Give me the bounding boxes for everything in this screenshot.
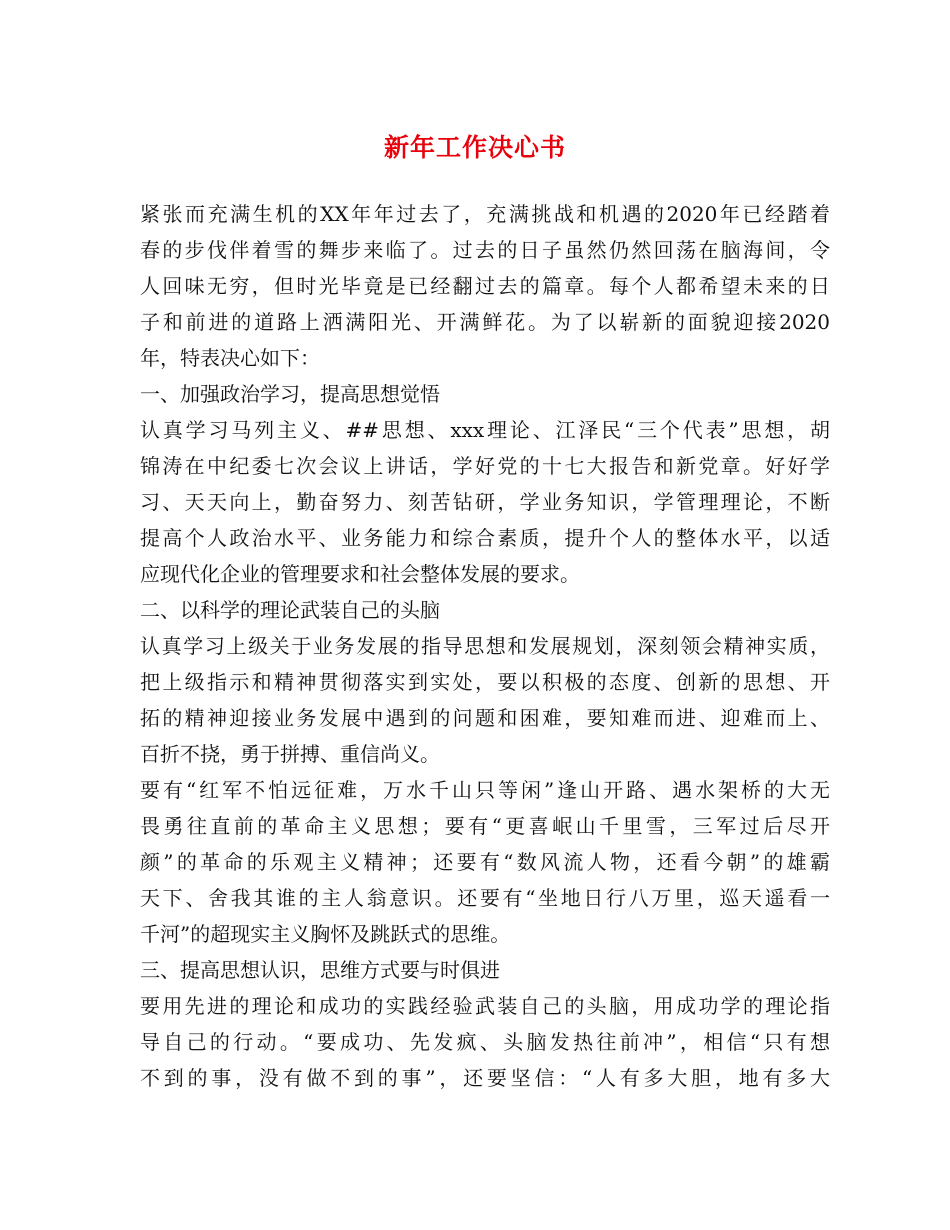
text-line: 三、提高思想认识，思维方式要与时俱进 [140, 958, 500, 982]
text-line: 春的步伐伴着雪的舞步来临了。过去的日子虽然仍然回荡在脑海间，令 [140, 238, 830, 262]
text-line: 百折不挠，勇于拼搏、重信尚义。 [140, 742, 440, 766]
text-line: 习、天天向上，勤奋努力、刻苦钻研，学业务知识，学管理理论，不断 [140, 490, 830, 514]
text-line: 拓的精神迎接业务发展中遇到的问题和困难，要知难而进、迎难而上、 [140, 706, 830, 730]
text-line: 不到的事，没有做不到的事”，还要坚信：“人有多大胆，地有多大 [140, 1066, 830, 1090]
text-line: 颜”的革命的乐观主义精神；还要有“数风流人物，还看今朝”的雄霸 [140, 850, 830, 874]
text-line: 导自己的行动。“要成功、先发疯、头脑发热往前冲”，相信“只有想 [140, 1030, 830, 1054]
text-line: 天下、舍我其谁的主人翁意识。还要有“坐地日行八万里，巡天遥看一 [140, 886, 830, 910]
text-line: 认真学习上级关于业务发展的指导思想和发展规划，深刻领会精神实质， [140, 634, 830, 658]
text-line: 一、加强政治学习，提高思想觉悟 [140, 382, 440, 406]
text-line: 认真学习马列主义、##思想、xxx理论、江泽民“三个代表”思想，胡 [140, 418, 830, 442]
text-line: 子和前进的道路上洒满阳光、开满鲜花。为了以崭新的面貌迎接2020 [140, 310, 830, 334]
text-line: 紧张而充满生机的XX年年过去了，充满挑战和机遇的2020年已经踏着 [140, 202, 830, 226]
text-line: 二、以科学的理论武装自己的头脑 [140, 598, 440, 622]
text-line: 应现代化企业的管理要求和社会整体发展的要求。 [140, 562, 580, 586]
text-line: 千河”的超现实主义胸怀及跳跃式的思维。 [140, 922, 511, 946]
document-body [140, 196, 830, 1096]
document-title: 新年工作决心书 [383, 133, 566, 162]
text-line: 锦涛在中纪委七次会议上讲话，学好党的十七大报告和新党章。好好学 [140, 454, 830, 478]
text-line: 畏勇往直前的革命主义思想；要有“更喜岷山千里雪，三军过后尽开 [140, 814, 830, 838]
text-line: 年，特表决心如下： [140, 346, 320, 370]
text-line: 要用先进的理论和成功的实践经验武装自己的头脑，用成功学的理论指 [140, 994, 830, 1018]
text-line: 要有“红军不怕远征难，万水千山只等闲”逢山开路、遇水架桥的大无 [140, 778, 830, 802]
text-line: 提高个人政治水平、业务能力和综合素质，提升个人的整体水平，以适 [140, 526, 830, 550]
text-line: 把上级指示和精神贯彻落实到实处，要以积极的态度、创新的思想、开 [140, 670, 830, 694]
text-line: 人回味无穷，但时光毕竟是已经翻过去的篇章。每个人都希望未来的日 [140, 274, 830, 298]
